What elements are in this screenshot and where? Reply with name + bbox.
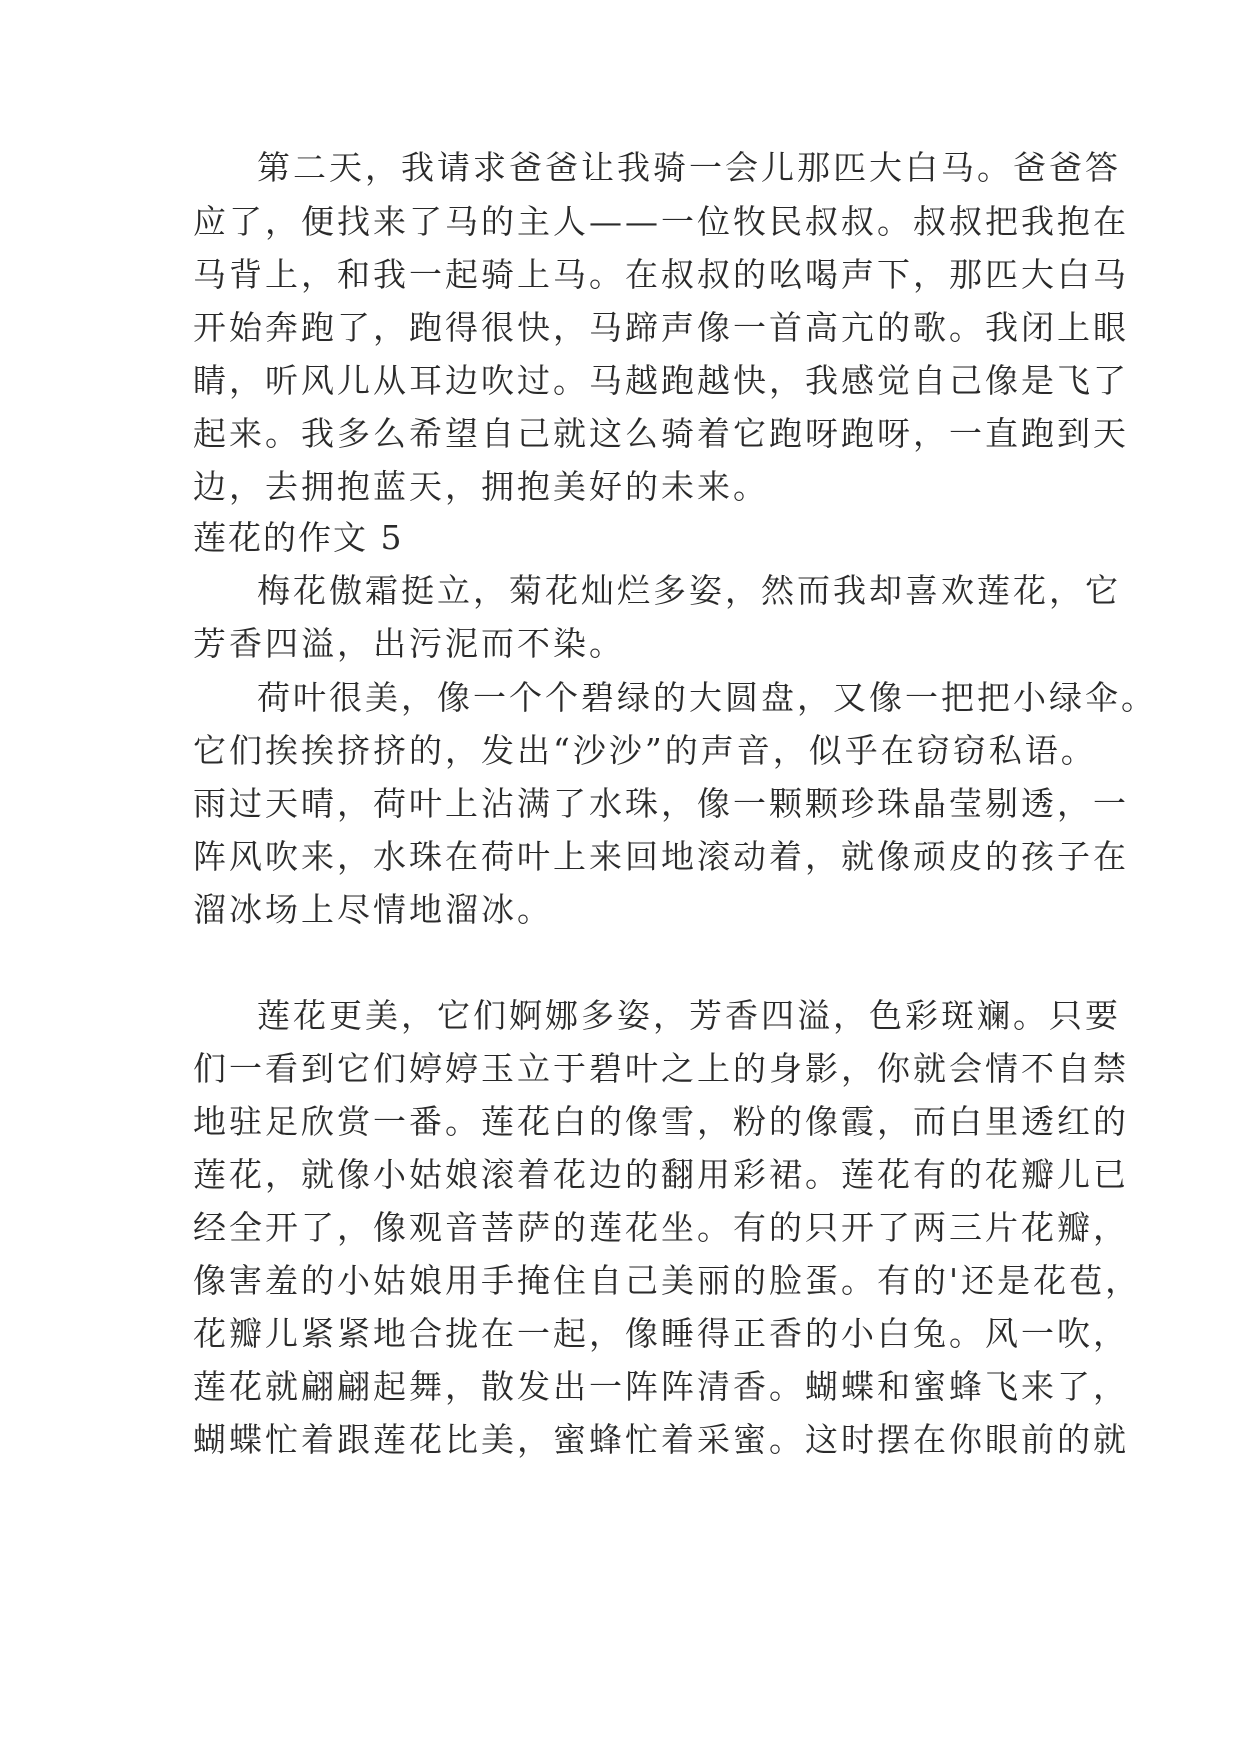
paragraph-line: 睛，听风儿从耳边吹过。马越跑越快，我感觉自己像是飞了 bbox=[193, 361, 1129, 400]
paragraph-line: 马背上，和我一起骑上马。在叔叔的吆喝声下，那匹大白马 bbox=[193, 255, 1129, 294]
paragraph-line: 荷叶很美，像一个个碧绿的大圆盘，又像一把把小绿伞。 bbox=[257, 678, 1157, 717]
paragraph-line: 花瓣儿紧紧地合拢在一起，像睡得正香的小白兔。风一吹， bbox=[193, 1314, 1129, 1353]
paragraph-line: 莲花，就像小姑娘滚着花边的翻用彩裙。莲花有的花瓣儿已 bbox=[193, 1155, 1129, 1194]
paragraph-line: 莲花就翩翩起舞，散发出一阵阵清香。蝴蝶和蜜蜂飞来了， bbox=[193, 1367, 1129, 1406]
paragraph-line: 它们挨挨挤挤的，发出“沙沙”的声音，似乎在窃窃私语。 bbox=[193, 731, 1097, 770]
paragraph-line: 第二天，我请求爸爸让我骑一会儿那匹大白马。爸爸答 bbox=[257, 148, 1121, 187]
paragraph-line: 蝴蝶忙着跟莲花比美，蜜蜂忙着采蜜。这时摆在你眼前的就 bbox=[193, 1420, 1129, 1459]
paragraph-line: 阵风吹来，水珠在荷叶上来回地滚动着，就像顽皮的孩子在 bbox=[193, 837, 1129, 876]
paragraph-line: 梅花傲霜挺立，菊花灿烂多姿，然而我却喜欢莲花，它 bbox=[257, 571, 1121, 610]
paragraph-line: 应了，便找来了马的主人——一位牧民叔叔。叔叔把我抱在 bbox=[193, 202, 1129, 241]
paragraph-line: 边，去拥抱蓝天，拥抱美好的未来。 bbox=[193, 467, 769, 506]
paragraph-line: 溜冰场上尽情地溜冰。 bbox=[193, 890, 553, 929]
paragraph-line: 雨过天晴，荷叶上沾满了水珠，像一颗颗珍珠晶莹剔透，一 bbox=[193, 784, 1129, 823]
paragraph-line: 起来。我多么希望自己就这么骑着它跑呀跑呀，一直跑到天 bbox=[193, 414, 1129, 453]
paragraph-line: 像害羞的小姑娘用手掩住自己美丽的脸蛋。有的'还是花苞， bbox=[193, 1261, 1142, 1300]
paragraph-line: 莲花更美，它们婀娜多姿，芳香四溢，色彩斑斓。只要 bbox=[257, 996, 1121, 1035]
section-heading: 莲花的作文 5 bbox=[193, 518, 404, 557]
paragraph-line: 芳香四溢，出污泥而不染。 bbox=[193, 624, 625, 663]
paragraph-line: 经全开了，像观音菩萨的莲花坐。有的只开了两三片花瓣， bbox=[193, 1208, 1129, 1247]
paragraph-line: 开始奔跑了，跑得很快，马蹄声像一首高亢的歌。我闭上眼 bbox=[193, 308, 1129, 347]
paragraph-line: 们一看到它们婷婷玉立于碧叶之上的身影，你就会情不自禁 bbox=[193, 1049, 1129, 1088]
paragraph-line: 地驻足欣赏一番。莲花白的像雪，粉的像霞，而白里透红的 bbox=[193, 1102, 1129, 1141]
